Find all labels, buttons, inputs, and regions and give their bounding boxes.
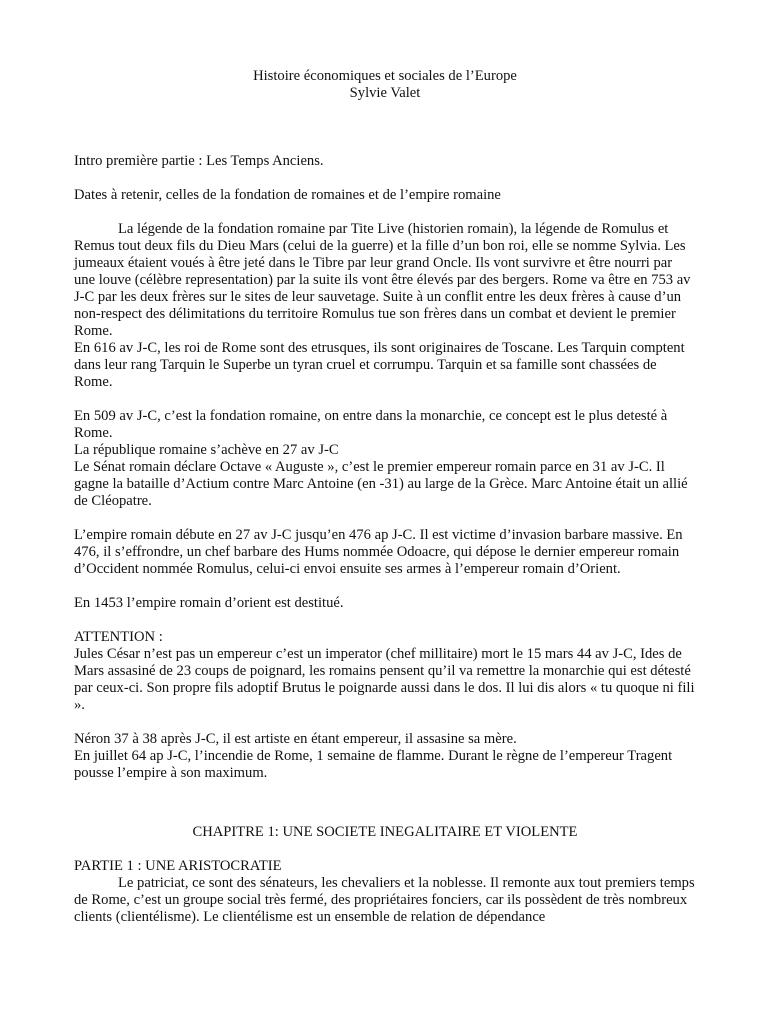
attention-label: ATTENTION : [74, 629, 163, 645]
paragraph-legende: La légende de la fondation romaine par Tite Live (historien romain), la légende de Romulus et Remus tout deux fils du Dieu Mars (celui de la guerre) et la fille d’un bon roi, elle se nomme Sylvia. Les jumeaux étaient voués à être jeté dans le Tibre par leur grand Oncle. Ils vont survivre et être nourri par une louve (célèbre representation) par la suite ils vont être élevés par des bergers. Rome va être en 753 av J-C par les deux frères sur le sites de leur sauvetage. Suite à un conflit entre les deux frères à cause d’un non-respect des délimitations du territoire Romulus tue son frères dans un combat et devient le premier Rome. [74, 221, 691, 339]
chapter-title: CHAPITRE 1: UNE SOCIETE INEGALITAIRE ET VIOLENTE [192, 824, 578, 840]
document-header [74, 68, 696, 102]
paragraph-cesar: Jules César n’est pas un empereur c’est un imperator (chef millitaire) mort le 15 mars 44 av J-C, Ides de Mars assasiné de 23 coups de poignard, les romains pensent qu’il va remettre la monarchie qui est détesté par ceux-ci. Son propre fils adoptif Brutus le poignarde aussi dans le dos. Il lui dis alors « tu quoque ni fili ». [74, 646, 695, 713]
paragraph-incendie: En juillet 64 ap J-C, l’incendie de Rome, 1 semaine de flamme. Durant le règne de l’empereur Tragent pousse l’empire à son maximum. [74, 748, 673, 781]
paragraph-republique: La république romaine s’achève en 27 av J-C [74, 442, 339, 458]
dates-line: Dates à retenir, celles de la fondation de romaines et de l’empire romaine [74, 187, 501, 203]
paragraph-empire: L’empire romain débute en 27 av J-C jusqu’en 476 ap J-C. Il est victime d’invasion barbare massive. En 476, il s’effrondre, un chef barbare des Hums nommée Odoacre, qui dépose le dernier empereur romain d’Occident nommée Romulus, celui-ci envoi ensuite ses armes à l’empereur romain d’Orient. [74, 527, 683, 577]
paragraph-senat: Le Sénat romain déclare Octave « Auguste », c’est le premier empereur romain parce en 31 av J-C. Il gagne la bataille d’Actium contre Marc Antoine (en -31) au large de la Grèce. Marc Antoine était un allié de Cléopatre. [74, 459, 688, 509]
intro-heading: Intro première partie : Les Temps Anciens. [74, 153, 324, 169]
paragraph-patriciat: Le patriciat, ce sont des sénateurs, les chevaliers et la noblesse. Il remonte aux tout premiers temps de Rome, c’est un groupe social très fermé, des propriétaires fonciers, car ils possèdent de très nombreux clients (clientélisme). Le clientélisme est un ensemble de relation de dépendance [74, 875, 695, 925]
paragraph-509: En 509 av J-C, c’est la fondation romaine, on entre dans la monarchie, ce concept est le plus detesté à Rome. [74, 408, 668, 441]
partie-title: PARTIE 1 : UNE ARISTOCRATIE [74, 858, 282, 874]
paragraph-neron: Néron 37 à 38 après J-C, il est artiste en étant empereur, il assasine sa mère. [74, 731, 517, 747]
paragraph-1453: En 1453 l’empire romain d’orient est destitué. [74, 595, 344, 611]
paragraph-616: En 616 av J-C, les roi de Rome sont des etrusques, ils sont originaires de Toscane. Les Tarquin comptent dans leur rang Tarquin le Superbe un tyran cruel et corrumpu. Tarquin et sa famille sont chassées de Rome. [74, 340, 685, 390]
document-title: Histoire économiques et sociales de l’Europe [253, 68, 517, 84]
document-author: Sylvie Valet [349, 85, 421, 101]
